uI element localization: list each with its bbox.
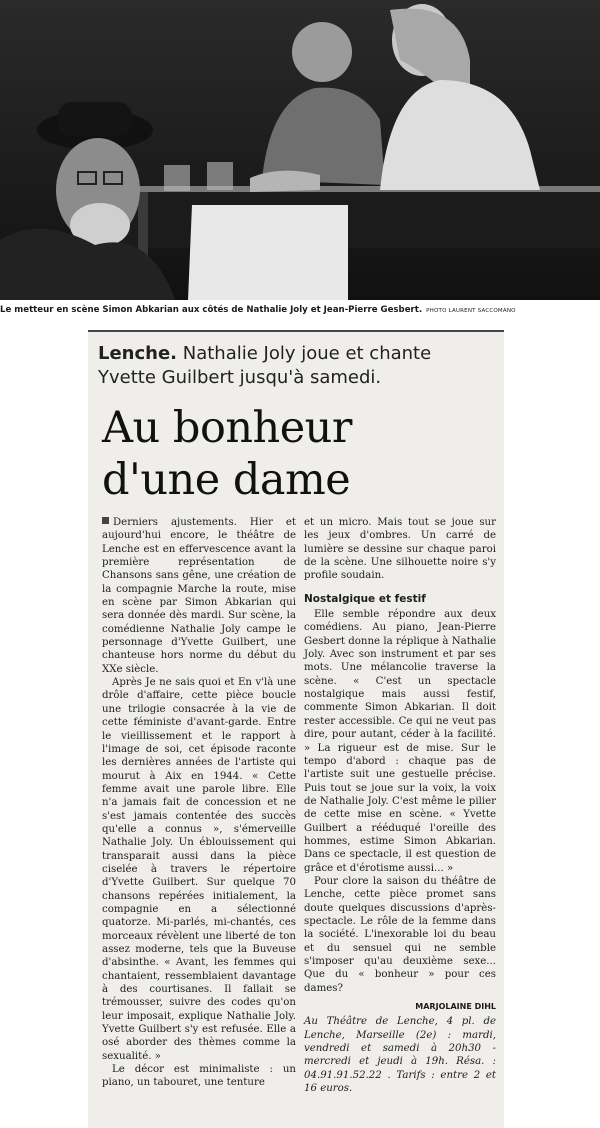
column-2: [304, 516, 496, 1095]
paragraph-2: Après Je ne sais quoi et En v'là une drôle d'affaire, cette pièce boucle une trilogie consacrée à la vie de cette féministe d'avant-garde. Entre le vieillissement et le rapport à l'image de soi, cet épisode raconte les dernières années de l'artiste qui mourut à Aix en 1944. « Cette femme avait une parole libre. Elle n'a jamais fait de concession et ne s'est jamais contentée des succès qu'elle a connus », s'émerveille Nathalie Joly. Un éblouissement qui transparait aussi dans la pièce ciselée à travers le répertoire d'Yvette Guilbert. Sur quelque 70 chansons repérées initialement, la compagnie en a sélectionné quatorze. Mi-parlés, mi-chantés, ces morceaux révèlent une liberté de ton assez moderne, tels que la Buveuse d'absinthe. « Avant, les femmes qui chantaient, ressemblaient davantage à des courtisanes. Il fallait se trémousser, suivre des codes qu'on leur imposait, explique Nathalie Joly. Yvette Guilbert s'y est refusée. Elle a osé aborder des thèmes comme la sexualité. »: [102, 677, 296, 1062]
paragraph-4: et un micro. Mais tout se joue sur les jeux d'ombres. Un carré de lumière se dessine sur chaque paroi de la scène. Une silhouette noire s'y profile soudain.: [304, 517, 496, 582]
article: [88, 330, 504, 1128]
author-signature: MARJOLAINE DIHL: [415, 1002, 496, 1012]
stage-photo: [0, 0, 600, 300]
paragraph-1: Derniers ajustements. Hier et aujourd'hui encore, le théâtre de Lenche est en effervescence avant la première représentation de Chansons sans gêne, une création de la compagnie Marche la route, mise en scène par Simon Abkarian qui sera donnée dès mardi. Sur scène, la comédienne Nathalie Joly campe le personnage d'Yvette Guilbert, une chanteuse hors norme du début du XXe siècle.: [102, 517, 296, 675]
photo-credit: PHOTO LAURENT SACCOMANO: [426, 308, 516, 314]
practical-info: Au Théâtre de Lenche, 4 pl. de Lenche, Marseille (2e) : mardi, vendredi et samedi à 20h30 - mercredi et jeudi à 19h. Résa. : 04.91.91.52.22 . Tarifs : entre 2 et 16 euros.: [304, 1016, 496, 1095]
kicker-line-2: Yvette Guilbert jusqu'à samedi.: [98, 367, 382, 388]
stage-photo-image: [0, 0, 600, 300]
headline-line-2: d'une dame: [102, 455, 351, 505]
photo-caption: [0, 300, 600, 320]
paragraph-3: Le décor est minimaliste : un piano, un tabouret, une tenture: [102, 1064, 296, 1089]
kicker-line-1: Nathalie Joly joue et chante: [177, 343, 432, 364]
paragraph-5: Elle semble répondre aux deux comédiens. Au piano, Jean-Pierre Gesbert donne la réplique à Nathalie Joly. Avec son instrument et par ses mots. Une mélancolie traverse la scène. « C'est un spectacle nostalgique mais aussi festif, commente Simon Abkarian. Il doit rester accessible. Ce qui ne veut pas dire, pour autant, céder à la facilité. » La rigueur est de mise. Sur le tempo d'abord : chaque pas de l'artiste suit une gestuelle précise. Puis tout se joue sur la voix, la voix de Nathalie Joly. C'est même le pilier de cette mise en scène. « Yvette Guilbert a rééduqué l'oreille des hommes, estime Simon Abkarian. Dans ce spectacle, il est question de grâce et d'érotisme aussi... »: [304, 609, 496, 874]
kicker: [98, 342, 498, 390]
kicker-location: Lenche.: [98, 343, 178, 364]
headline-line-1: Au bonheur: [102, 403, 352, 453]
square-bullet-icon: [102, 517, 109, 524]
paragraph-6: Pour clore la saison du théâtre de Lenche, cette pièce promet sans doute quelques discussions d'après-spectacle. Le rôle de la femme dans la société. L'inexorable loi du beau et du sensuel qui ne semble s'imposer qu'au deuxième sexe... Que du « bonheur » pour ces dames?: [304, 875, 496, 994]
headline: [102, 402, 502, 506]
section-heading: Nostalgique et festif: [304, 592, 426, 605]
caption-text: Le metteur en scène Simon Abkarian aux côtés de Nathalie Joly et Jean-Pierre Gesbert.: [0, 305, 423, 315]
column-1: [102, 516, 296, 1090]
